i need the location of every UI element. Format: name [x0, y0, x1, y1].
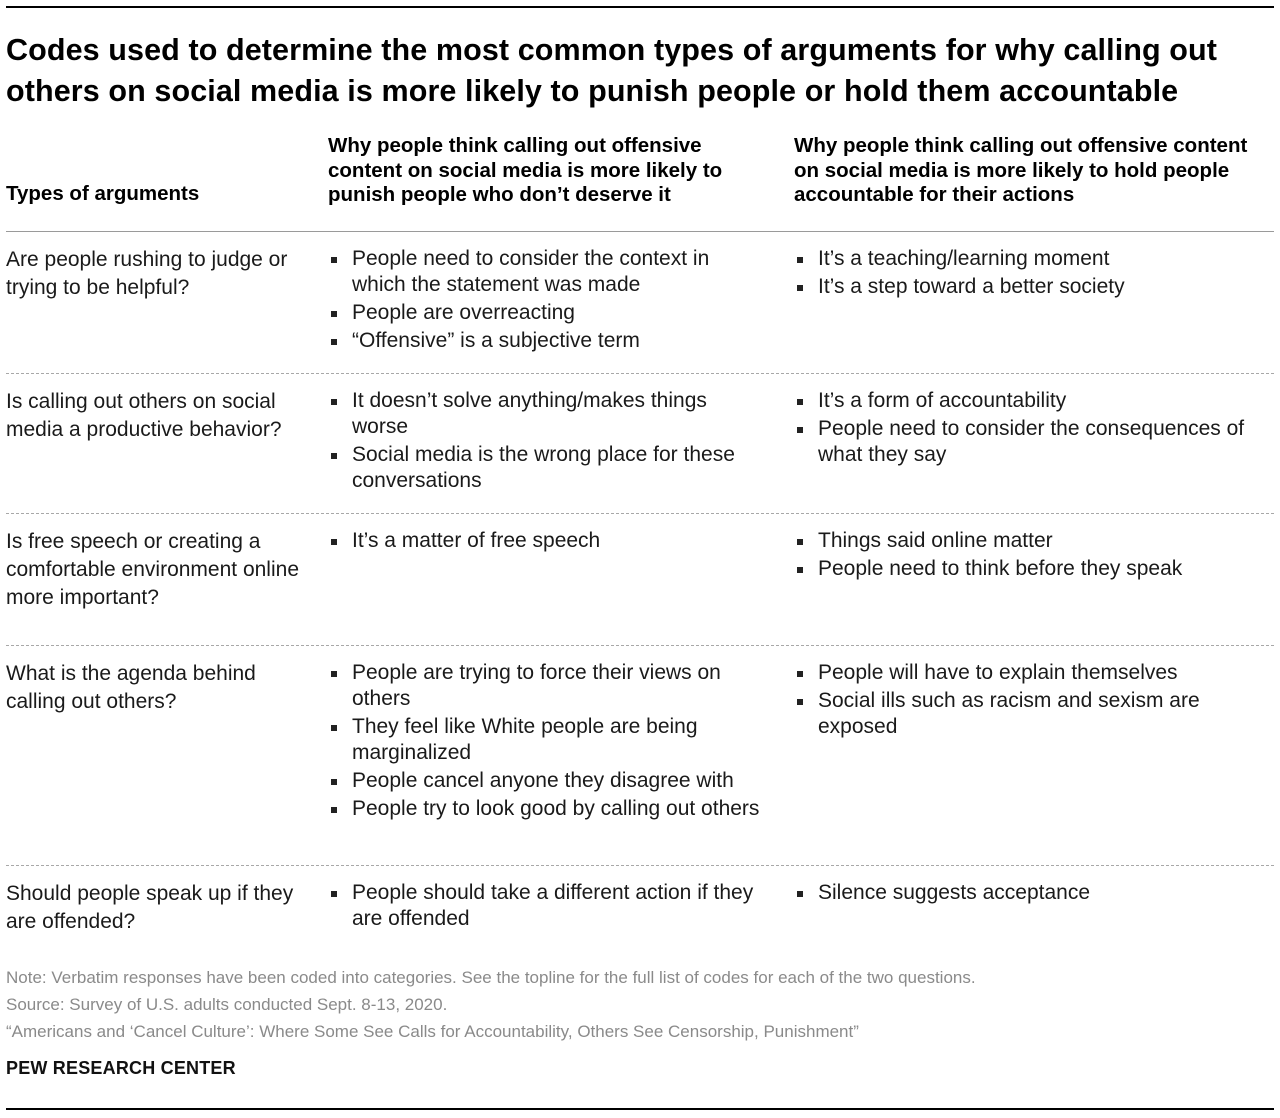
list-item: It’s a teaching/learning moment — [794, 246, 1264, 272]
argument-type-cell: What is the agenda behind calling out others? — [6, 662, 256, 713]
bottom-rule — [6, 1108, 1274, 1110]
punish-reasons-list — [328, 660, 768, 824]
accountable-reasons-list — [794, 660, 1264, 742]
argument-type-cell: Is free speech or creating a comfortable environment online more important? — [6, 530, 299, 609]
accountable-reasons-list — [794, 880, 1264, 908]
list-item: They feel like White people are being marginalized — [328, 714, 768, 766]
punish-reasons-list — [328, 528, 768, 556]
list-item: “Offensive” is a subjective term — [328, 328, 768, 354]
list-item: People should take a different action if they are offended — [328, 880, 768, 932]
punish-reasons-list — [328, 246, 768, 356]
list-item: Silence suggests acceptance — [794, 880, 1264, 906]
argument-type-cell: Is calling out others on social media a productive behavior? — [6, 390, 282, 441]
column-header-accountable: Why people think calling out offensive content on social media is more likely to hold people accountable for their actions — [794, 134, 1248, 206]
top-rule — [6, 6, 1274, 8]
header-divider — [6, 231, 1274, 232]
accountable-reasons-list — [794, 246, 1264, 302]
list-item: People need to consider the consequences of what they say — [794, 416, 1264, 468]
argument-type-cell: Are people rushing to judge or trying to be helpful? — [6, 248, 288, 299]
row-divider — [6, 645, 1274, 646]
accountable-reasons-list — [794, 528, 1264, 584]
list-item: People need to consider the context in which the statement was made — [328, 246, 768, 298]
column-header-punish: Why people think calling out offensive content on social media is more likely to punish people who don’t deserve it — [328, 134, 723, 206]
column-header-types: Types of arguments — [6, 182, 200, 205]
list-item: People will have to explain themselves — [794, 660, 1264, 686]
row-divider — [6, 513, 1274, 514]
list-item: It’s a form of accountability — [794, 388, 1264, 414]
list-item: People are overreacting — [328, 300, 768, 326]
list-item: It doesn’t solve anything/makes things worse — [328, 388, 768, 440]
footer-report-title: “Americans and ‘Cancel Culture’: Where Some See Calls for Accountability, Others See Censorship, Punishment” — [6, 1022, 859, 1041]
punish-reasons-list — [328, 880, 768, 934]
punish-reasons-list — [328, 388, 768, 496]
list-item: Social ills such as racism and sexism are exposed — [794, 688, 1264, 740]
footer-note: Note: Verbatim responses have been coded into categories. See the topline for the full list of codes for each of the two questions. — [6, 968, 976, 987]
brand-logo-text: PEW RESEARCH CENTER — [6, 1058, 236, 1078]
row-divider — [6, 865, 1274, 866]
accountable-reasons-list — [794, 388, 1264, 470]
list-item: People are trying to force their views on others — [328, 660, 768, 712]
list-item: People cancel anyone they disagree with — [328, 768, 768, 794]
list-item: People need to think before they speak — [794, 556, 1264, 582]
list-item: Things said online matter — [794, 528, 1264, 554]
list-item: It’s a step toward a better society — [794, 274, 1264, 300]
argument-type-cell: Should people speak up if they are offended? — [6, 882, 294, 933]
list-item: People try to look good by calling out others — [328, 796, 768, 822]
row-divider — [6, 373, 1274, 374]
list-item: It’s a matter of free speech — [328, 528, 768, 554]
page-title: Codes used to determine the most common types of arguments for why calling out others on social media is more likely to punish people or hold them accountable — [6, 33, 1218, 108]
list-item: Social media is the wrong place for these conversations — [328, 442, 768, 494]
footer-source: Source: Survey of U.S. adults conducted Sept. 8-13, 2020. — [6, 995, 448, 1014]
